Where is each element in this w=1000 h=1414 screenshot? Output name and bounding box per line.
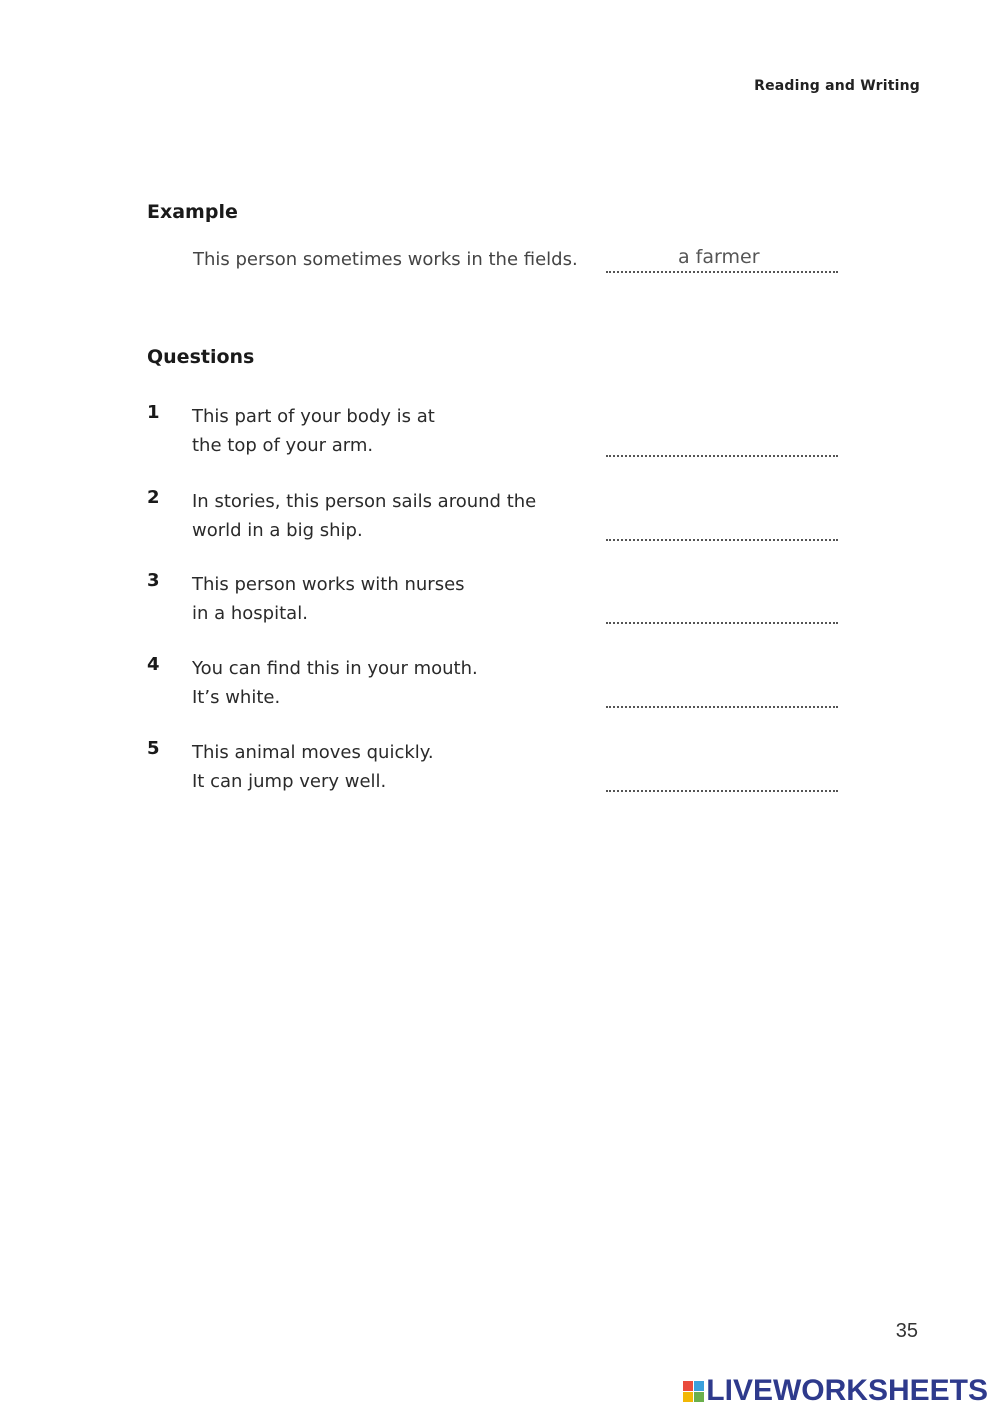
question-number: 4 (147, 654, 160, 675)
question-number: 5 (147, 738, 160, 759)
liveworksheets-logo-icon (683, 1381, 704, 1402)
question-number: 1 (147, 402, 160, 423)
question-text: You can find this in your mouth. It’s white. (192, 658, 478, 708)
question-number: 2 (147, 487, 160, 508)
question-text: This animal moves quickly. It can jump very well. (192, 742, 434, 792)
answer-line-2[interactable] (606, 539, 838, 541)
answer-line-3[interactable] (606, 622, 838, 624)
example-answer-line (606, 271, 838, 273)
question-text: This person works with nurses in a hospital. (192, 574, 465, 624)
answer-line-1[interactable] (606, 455, 838, 457)
section-label: Reading and Writing (754, 78, 920, 94)
brand-name: LIVEWORKSHEETS (706, 1374, 988, 1407)
example-answer: a farmer (678, 246, 760, 268)
example-heading: Example (147, 201, 238, 223)
answer-line-4[interactable] (606, 706, 838, 708)
question-text: This part of your body is at the top of your arm. (192, 406, 435, 456)
answer-line-5[interactable] (606, 790, 838, 792)
question-text: In stories, this person sails around the world in a big ship. (192, 491, 537, 541)
liveworksheets-brand[interactable] (683, 1374, 988, 1408)
example-sentence: This person sometimes works in the fields. (193, 249, 578, 270)
page-number: 35 (895, 1320, 918, 1342)
questions-heading: Questions (147, 346, 255, 368)
question-number: 3 (147, 570, 160, 591)
